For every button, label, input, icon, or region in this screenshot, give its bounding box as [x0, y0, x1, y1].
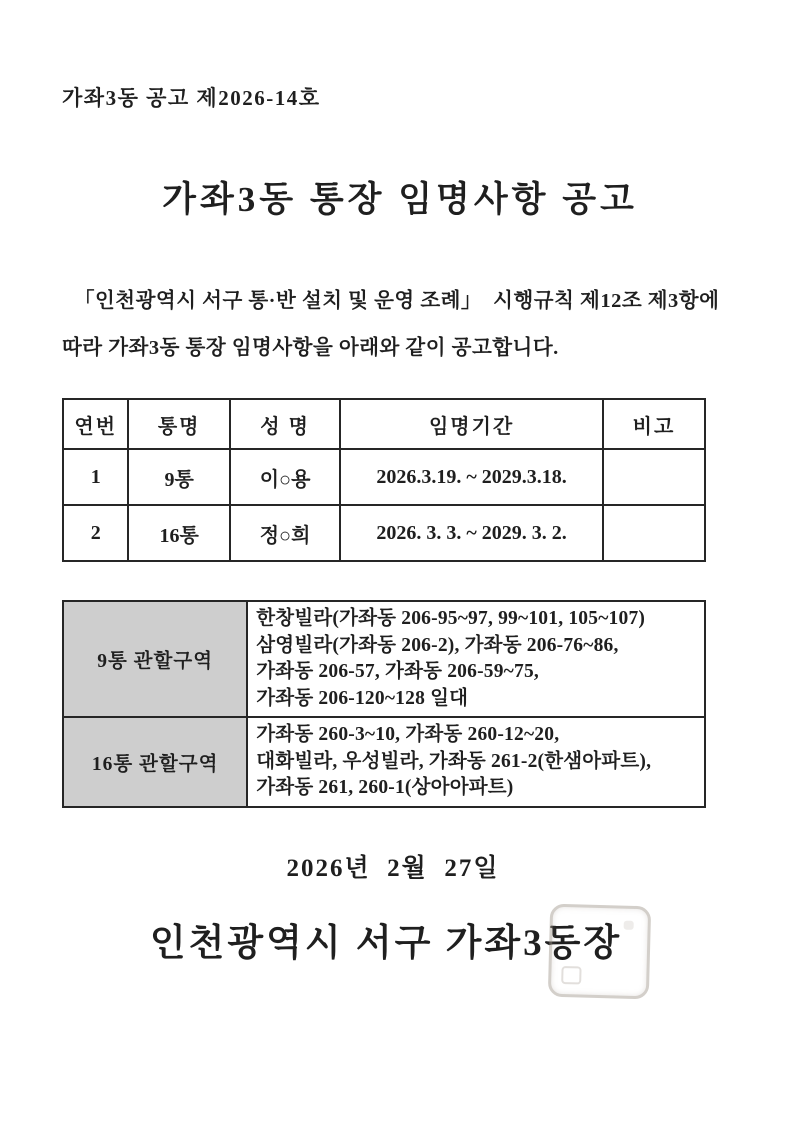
district-area-16tong — [247, 717, 705, 807]
table-row — [63, 601, 705, 717]
appointment-table — [62, 398, 706, 562]
district-line: 가좌동 206-120~128 일대 — [256, 687, 469, 709]
district-label-9tong: 9통 관할구역 — [63, 601, 247, 717]
district-line: 한창빌라(가좌동 206-95~97, 99~101, 105~107) — [256, 608, 646, 629]
body-paragraph — [62, 278, 752, 372]
cell-no: 1 — [63, 449, 128, 505]
cell-note — [603, 505, 705, 561]
official-seal-stamp — [548, 904, 651, 1000]
document-number: 가좌3동 공고 제2026-14호 — [62, 86, 321, 110]
body-line-1: 「인천광역시 서구 통·반 설치 및 운영 조례」 시행규칙 제12조 제3항에 — [74, 290, 720, 312]
district-line: 삼영빌라(가좌동 206-2), 가좌동 206-76~86, — [256, 634, 619, 656]
district-line: 대화빌라, 우성빌라, 가좌동 261-2(한샘아파트), — [256, 750, 652, 772]
stamp-smudge — [561, 966, 581, 985]
appointment-table-header-row — [63, 399, 705, 449]
district-line: 가좌동 261, 260-1(상아아파트) — [256, 777, 514, 798]
col-header-tong: 통명 — [128, 399, 229, 449]
col-header-no: 연번 — [63, 399, 128, 449]
col-header-note: 비고 — [603, 399, 705, 449]
page-title: 가좌3동 통장 임명사항 공고 — [162, 180, 638, 219]
cell-no: 2 — [63, 505, 128, 561]
table-row — [63, 505, 705, 561]
signer-title: 인천광역시 서구 가좌3동장 — [149, 923, 623, 964]
col-header-name: 성 명 — [230, 399, 340, 449]
cell-tong: 16통 — [128, 505, 229, 561]
cell-name: 이○용 — [230, 449, 340, 505]
announcement-date: 2026년 2월 27일 — [286, 855, 500, 882]
col-header-period: 임명기간 — [340, 399, 603, 449]
district-label-16tong: 16통 관할구역 — [63, 717, 247, 807]
cell-tong: 9통 — [128, 449, 229, 505]
body-line-2: 따라 가좌3동 통장 임명사항을 아래와 같이 공고합니다. — [62, 337, 559, 359]
cell-period: 2026.3.19. ~ 2029.3.18. — [340, 449, 603, 505]
table-row — [63, 449, 705, 505]
cell-name: 정○희 — [230, 505, 340, 561]
cell-period: 2026. 3. 3. ~ 2029. 3. 2. — [340, 505, 603, 561]
district-line: 가좌동 206-57, 가좌동 206-59~75, — [256, 661, 539, 682]
cell-note — [603, 449, 705, 505]
district-line: 가좌동 260-3~10, 가좌동 260-12~20, — [256, 724, 560, 745]
district-area-9tong — [247, 601, 705, 717]
district-table — [62, 600, 706, 808]
table-row — [63, 717, 705, 807]
stamp-smudge — [624, 921, 634, 930]
